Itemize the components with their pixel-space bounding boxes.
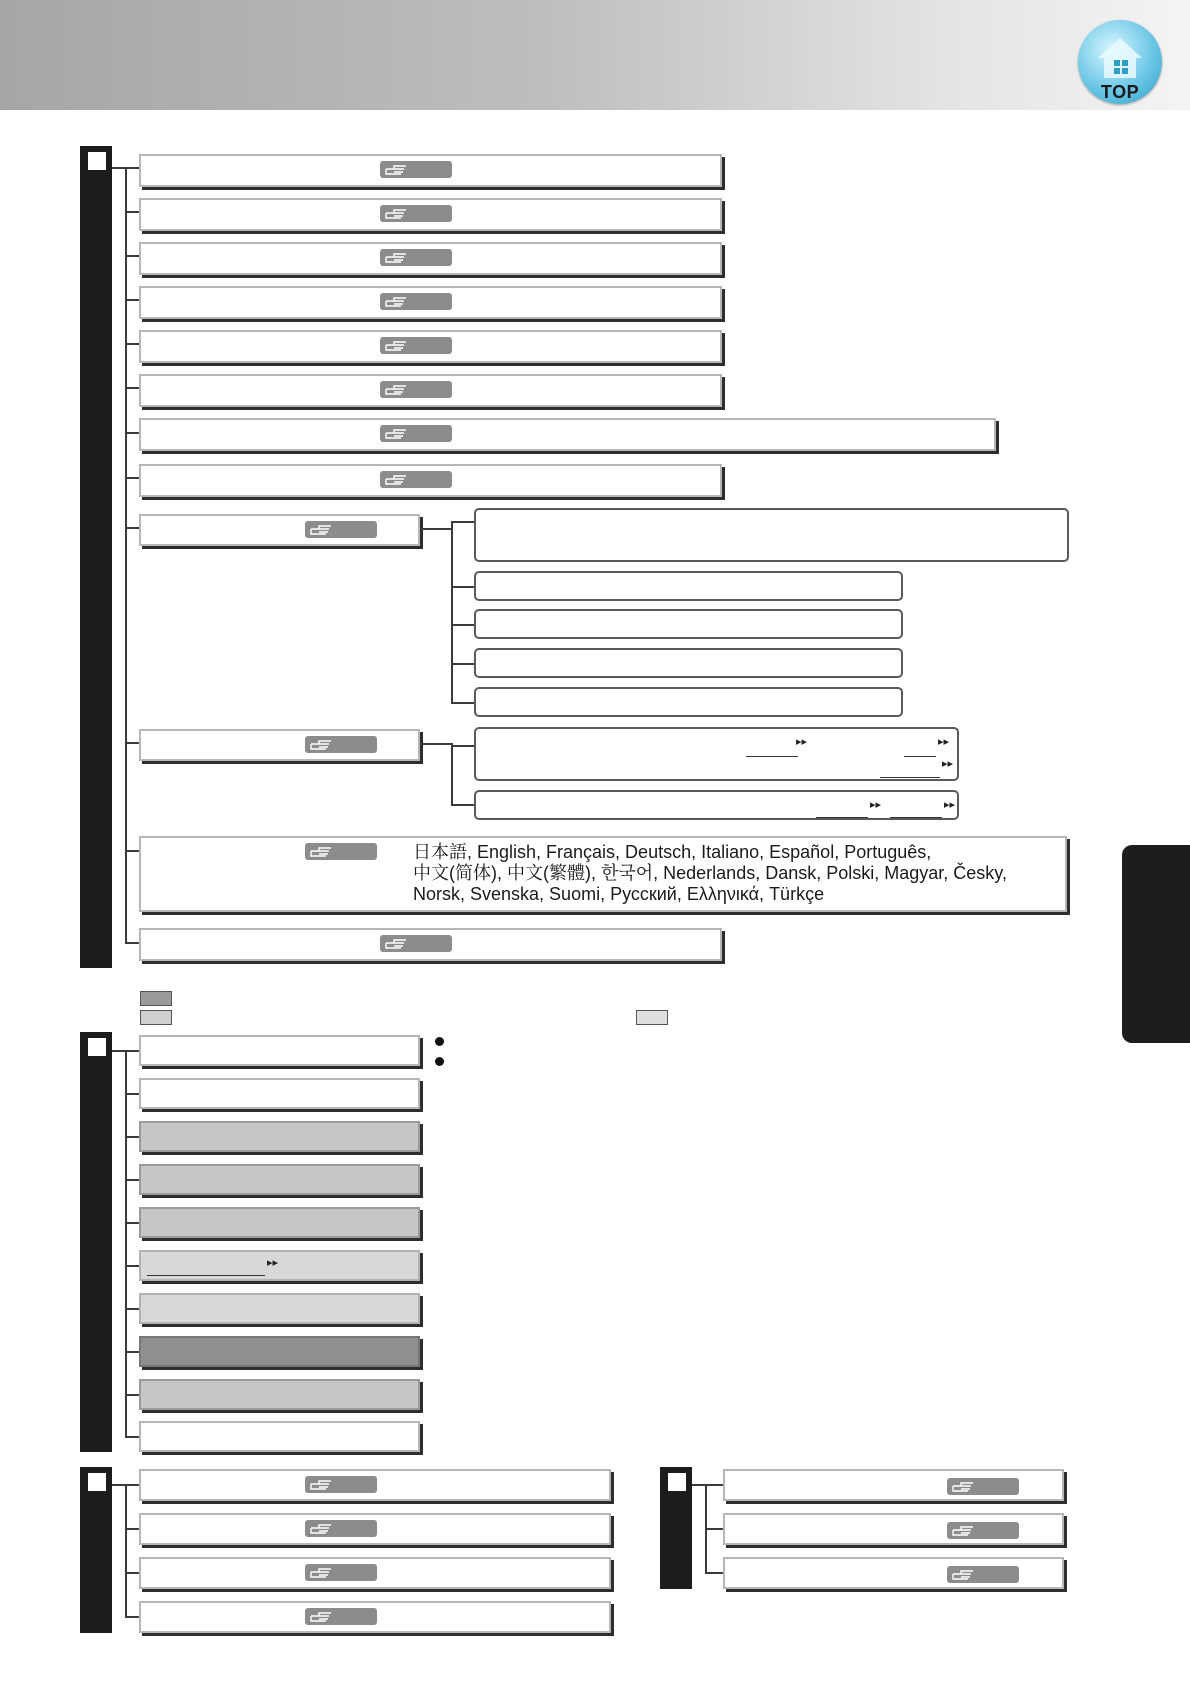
menu-item[interactable] — [139, 374, 722, 407]
menu-item[interactable] — [139, 418, 996, 451]
submenu-option[interactable] — [474, 727, 959, 781]
menu-section-bar-3 — [80, 1467, 112, 1633]
menu-item[interactable] — [139, 464, 722, 497]
submenu-option[interactable] — [474, 508, 1069, 562]
menu-item[interactable] — [139, 1293, 420, 1324]
pointing-hand-icon — [309, 738, 335, 751]
double-arrow-icon: ▸▸ — [267, 1257, 279, 1269]
menu-item-disabled — [139, 1379, 420, 1410]
page-reference-badge[interactable] — [947, 1522, 1019, 1539]
menu-item-disabled — [139, 1121, 420, 1152]
menu-item[interactable] — [139, 1557, 611, 1589]
page-reference-badge[interactable] — [305, 736, 377, 753]
menu-item[interactable] — [723, 1469, 1064, 1501]
pointing-hand-icon — [951, 1480, 977, 1493]
page-reference-badge[interactable] — [947, 1478, 1019, 1495]
pointing-hand-icon — [384, 473, 410, 486]
page-reference-badge[interactable] — [305, 843, 377, 860]
page-reference-badge[interactable] — [380, 293, 452, 310]
pointing-hand-icon — [309, 1478, 335, 1491]
page-reference-badge[interactable] — [305, 1564, 377, 1581]
submenu-option[interactable] — [474, 648, 903, 678]
double-arrow-icon: ▸▸ — [796, 736, 808, 748]
menu-item[interactable] — [139, 1035, 420, 1066]
pointing-hand-icon — [384, 427, 410, 440]
submenu-option[interactable] — [474, 609, 903, 639]
pointing-hand-icon — [309, 523, 335, 536]
pointing-hand-icon — [384, 937, 410, 950]
bullet — [435, 1037, 444, 1046]
page-reference-badge[interactable] — [380, 337, 452, 354]
pointing-hand-icon — [951, 1524, 977, 1537]
page-reference-badge[interactable] — [380, 381, 452, 398]
section-side-tab[interactable] — [1122, 845, 1190, 1043]
menu-item[interactable] — [139, 1601, 611, 1633]
menu-section-bar-4 — [660, 1467, 692, 1589]
pointing-hand-icon — [384, 339, 410, 352]
menu-item-with-submenu[interactable] — [139, 729, 420, 761]
page-reference-badge[interactable] — [380, 205, 452, 222]
menu-item[interactable] — [139, 928, 722, 961]
legend-swatch-inline — [636, 1010, 668, 1025]
section-marker — [668, 1473, 686, 1491]
page-reference-badge[interactable] — [305, 521, 377, 538]
legend-swatch-light — [140, 1010, 172, 1025]
double-arrow-icon: ▸▸ — [944, 799, 956, 811]
menu-item-disabled — [139, 1164, 420, 1195]
menu-item[interactable] — [139, 286, 722, 319]
section-marker — [88, 1038, 106, 1056]
page-reference-badge[interactable] — [380, 425, 452, 442]
menu-section-bar-1 — [80, 146, 112, 968]
menu-item-with-arrow[interactable] — [139, 1250, 420, 1281]
section-marker — [88, 152, 106, 170]
menu-item[interactable] — [139, 1469, 611, 1501]
menu-item[interactable] — [723, 1513, 1064, 1545]
submenu-option[interactable] — [474, 571, 903, 601]
top-button[interactable] — [1078, 20, 1162, 104]
language-list-line: 日本語, English, Français, Deutsch, Italiano, Español, Português, — [413, 842, 932, 862]
top-button-label: TOP — [1100, 82, 1140, 102]
menu-item-with-submenu[interactable] — [139, 514, 420, 546]
pointing-hand-icon — [384, 251, 410, 264]
menu-item[interactable] — [139, 242, 722, 275]
page-header — [0, 0, 1190, 110]
pointing-hand-icon — [384, 163, 410, 176]
submenu-option[interactable] — [474, 687, 903, 717]
menu-item[interactable] — [139, 1421, 420, 1452]
pointing-hand-icon — [309, 845, 335, 858]
pointing-hand-icon — [309, 1610, 335, 1623]
menu-item[interactable] — [139, 154, 722, 187]
legend-swatch-dark — [140, 991, 172, 1006]
pointing-hand-icon — [384, 207, 410, 220]
page-reference-badge[interactable] — [305, 1608, 377, 1625]
menu-item[interactable] — [139, 330, 722, 363]
page-reference-badge[interactable] — [305, 1476, 377, 1493]
page-reference-badge[interactable] — [380, 161, 452, 178]
double-arrow-icon: ▸▸ — [870, 799, 882, 811]
page-reference-badge[interactable] — [305, 1520, 377, 1537]
bullet — [435, 1057, 444, 1066]
menu-item[interactable] — [723, 1557, 1064, 1589]
submenu-option[interactable] — [474, 790, 959, 820]
menu-item[interactable] — [139, 198, 722, 231]
section-marker — [88, 1473, 106, 1491]
menu-item-disabled — [139, 1207, 420, 1238]
pointing-hand-icon — [384, 295, 410, 308]
double-arrow-icon: ▸▸ — [942, 758, 954, 770]
pointing-hand-icon — [384, 383, 410, 396]
menu-item[interactable] — [139, 1513, 611, 1545]
pointing-hand-icon — [951, 1568, 977, 1581]
menu-item[interactable] — [139, 1078, 420, 1109]
language-list-line: Norsk, Svenska, Suomi, Русский, Ελληνικά, Türkçe — [413, 884, 825, 904]
page-reference-badge[interactable] — [380, 935, 452, 952]
pointing-hand-icon — [309, 1566, 335, 1579]
language-list — [413, 842, 1053, 905]
double-arrow-icon: ▸▸ — [938, 736, 950, 748]
page-reference-badge[interactable] — [380, 249, 452, 266]
page-reference-badge[interactable] — [947, 1566, 1019, 1583]
menu-item-disabled — [139, 1336, 420, 1367]
pointing-hand-icon — [309, 1522, 335, 1535]
language-list-line: 中文(简体), 中文(繁體), 한국어, Nederlands, Dansk, Polski, Magyar, Česky, — [413, 863, 1007, 883]
page-reference-badge[interactable] — [380, 471, 452, 488]
menu-section-bar-2 — [80, 1032, 112, 1452]
